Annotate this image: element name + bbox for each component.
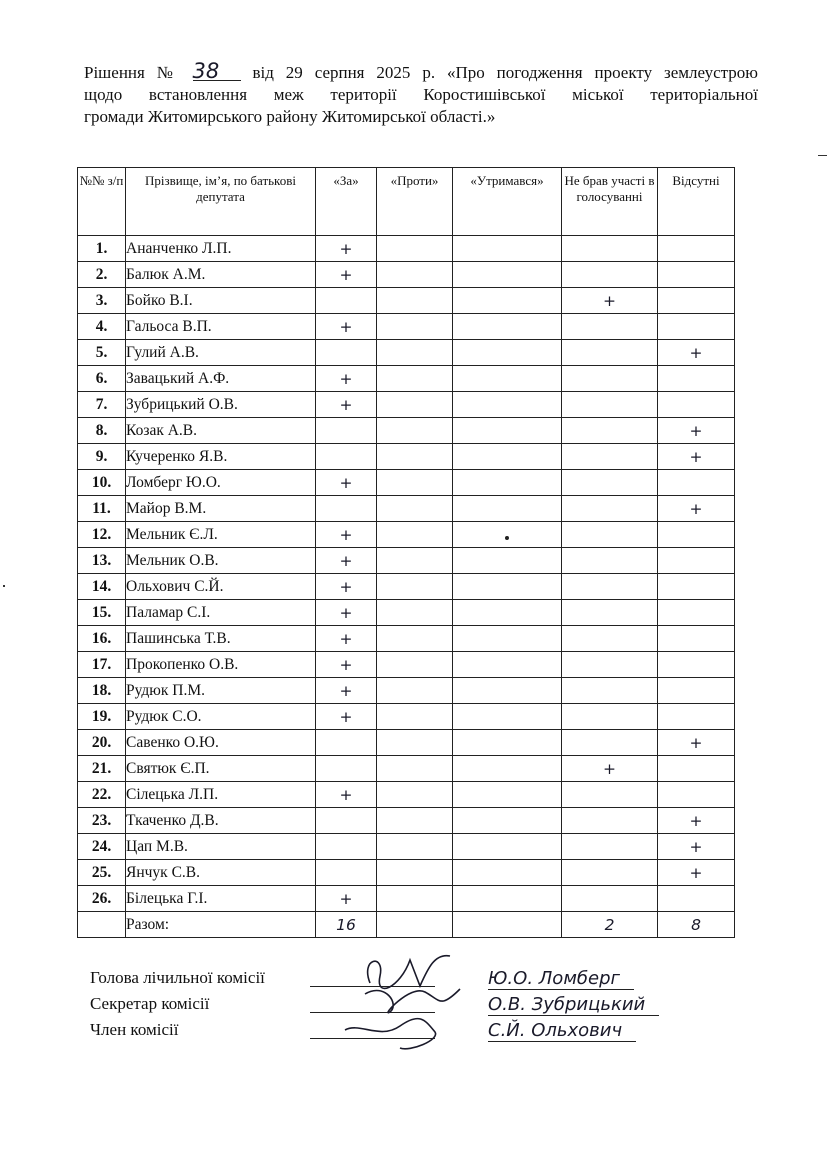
vote-abstained-cell xyxy=(453,548,562,574)
header-name: Прізвище, ім’я, по батькові депутата xyxy=(126,168,316,236)
row-number: 7. xyxy=(78,392,126,418)
vote-for-cell: + xyxy=(316,236,377,262)
table-row xyxy=(78,236,735,262)
vote-for-cell xyxy=(316,496,377,522)
vote-did-not-vote-cell xyxy=(562,314,658,340)
table-row xyxy=(78,704,735,730)
vote-did-not-vote-cell xyxy=(562,886,658,912)
voting-table xyxy=(77,167,735,938)
vote-against-cell xyxy=(377,496,453,522)
vote-against-cell xyxy=(377,366,453,392)
vote-for-cell xyxy=(316,444,377,470)
heading-date-title: від 29 серпня 2025 р. «Про погодження проекту землеустрою xyxy=(252,63,758,82)
vote-did-not-vote-cell xyxy=(562,236,658,262)
vote-absent-cell xyxy=(658,678,735,704)
vote-abstained-cell xyxy=(453,496,562,522)
deputy-name: Білецька Г.І. xyxy=(126,886,316,912)
total-for: 16 xyxy=(316,912,377,938)
vote-against-cell xyxy=(377,340,453,366)
vote-abstained-cell xyxy=(453,288,562,314)
row-number: 26. xyxy=(78,886,126,912)
vote-for-cell xyxy=(316,834,377,860)
table-row xyxy=(78,574,735,600)
vote-abstained-cell xyxy=(453,678,562,704)
vote-absent-cell xyxy=(658,262,735,288)
table-row xyxy=(78,548,735,574)
row-number: 4. xyxy=(78,314,126,340)
row-number: 16. xyxy=(78,626,126,652)
vote-for-cell: + xyxy=(316,366,377,392)
table-row xyxy=(78,366,735,392)
scan-edge-line xyxy=(818,155,827,156)
signature-scribble xyxy=(340,1000,470,1055)
table-row xyxy=(78,756,735,782)
vote-did-not-vote-cell xyxy=(562,678,658,704)
vote-absent-cell: + xyxy=(658,808,735,834)
vote-did-not-vote-cell xyxy=(562,808,658,834)
vote-did-not-vote-cell xyxy=(562,392,658,418)
row-number: 1. xyxy=(78,236,126,262)
decision-heading xyxy=(84,59,758,128)
deputy-name: Ананченко Л.П. xyxy=(126,236,316,262)
vote-abstained-cell xyxy=(453,860,562,886)
vote-against-cell xyxy=(377,470,453,496)
vote-against-cell xyxy=(377,522,453,548)
table-row xyxy=(78,314,735,340)
vote-for-cell: + xyxy=(316,470,377,496)
vote-for-cell: + xyxy=(316,574,377,600)
vote-absent-cell xyxy=(658,470,735,496)
table-row xyxy=(78,340,735,366)
row-number: 21. xyxy=(78,756,126,782)
deputy-name: Гальоса В.П. xyxy=(126,314,316,340)
vote-abstained-cell xyxy=(453,418,562,444)
vote-abstained-cell xyxy=(453,444,562,470)
vote-abstained-cell xyxy=(453,704,562,730)
vote-abstained-cell xyxy=(453,470,562,496)
vote-for-cell: + xyxy=(316,704,377,730)
header-for: «За» xyxy=(316,168,377,236)
deputy-name: Паламар С.І. xyxy=(126,600,316,626)
signature-role: Член комісії xyxy=(90,1020,179,1039)
deputy-name: Ткаченко Д.В. xyxy=(126,808,316,834)
table-row xyxy=(78,626,735,652)
row-number: 22. xyxy=(78,782,126,808)
table-row xyxy=(78,288,735,314)
vote-abstained-cell xyxy=(453,886,562,912)
heading-line-3: громади Житомирського району Житомирської області.» xyxy=(84,107,496,126)
vote-against-cell xyxy=(377,756,453,782)
vote-abstained-cell xyxy=(453,340,562,366)
vote-for-cell: + xyxy=(316,548,377,574)
vote-against-cell xyxy=(377,392,453,418)
total-against xyxy=(377,912,453,938)
vote-for-cell xyxy=(316,808,377,834)
vote-absent-cell xyxy=(658,236,735,262)
vote-did-not-vote-cell xyxy=(562,626,658,652)
signature-role: Секретар комісії xyxy=(90,994,210,1013)
table-row xyxy=(78,808,735,834)
vote-for-cell xyxy=(316,418,377,444)
vote-against-cell xyxy=(377,574,453,600)
table-row xyxy=(78,418,735,444)
deputy-name: Ломберг Ю.О. xyxy=(126,470,316,496)
vote-abstained-cell xyxy=(453,314,562,340)
row-number: 18. xyxy=(78,678,126,704)
heading-line-2: щодо встановлення меж території Коростишівської міської територіальної xyxy=(84,85,758,104)
row-number: 5. xyxy=(78,340,126,366)
vote-did-not-vote-cell xyxy=(562,782,658,808)
signature-name: О.В. Зубрицький xyxy=(488,994,659,1016)
vote-for-cell: + xyxy=(316,600,377,626)
row-number: 6. xyxy=(78,366,126,392)
vote-absent-cell xyxy=(658,886,735,912)
stray-dot xyxy=(505,536,509,540)
signature-name: Ю.О. Ломберг xyxy=(488,968,634,990)
vote-abstained-cell xyxy=(453,262,562,288)
vote-absent-cell xyxy=(658,522,735,548)
row-number: 12. xyxy=(78,522,126,548)
vote-for-cell: + xyxy=(316,522,377,548)
decision-number: 38 xyxy=(193,62,241,81)
vote-abstained-cell xyxy=(453,366,562,392)
vote-for-cell: + xyxy=(316,392,377,418)
vote-against-cell xyxy=(377,704,453,730)
vote-abstained-cell xyxy=(453,574,562,600)
row-number: 14. xyxy=(78,574,126,600)
row-number: 2. xyxy=(78,262,126,288)
total-absent: 8 xyxy=(658,912,735,938)
vote-did-not-vote-cell xyxy=(562,444,658,470)
deputy-name: Рудюк С.О. xyxy=(126,704,316,730)
vote-did-not-vote-cell xyxy=(562,418,658,444)
vote-abstained-cell xyxy=(453,522,562,548)
vote-for-cell: + xyxy=(316,262,377,288)
vote-absent-cell: + xyxy=(658,860,735,886)
vote-did-not-vote-cell xyxy=(562,548,658,574)
deputy-name: Зубрицький О.В. xyxy=(126,392,316,418)
deputy-name: Рудюк П.М. xyxy=(126,678,316,704)
vote-against-cell xyxy=(377,262,453,288)
vote-abstained-cell xyxy=(453,808,562,834)
vote-absent-cell xyxy=(658,652,735,678)
vote-absent-cell: + xyxy=(658,418,735,444)
vote-abstained-cell xyxy=(453,236,562,262)
deputy-name: Балюк А.М. xyxy=(126,262,316,288)
row-number: 25. xyxy=(78,860,126,886)
table-row xyxy=(78,392,735,418)
vote-absent-cell: + xyxy=(658,730,735,756)
deputy-name: Прокопенко О.В. xyxy=(126,652,316,678)
vote-against-cell xyxy=(377,834,453,860)
table-row xyxy=(78,886,735,912)
vote-against-cell xyxy=(377,236,453,262)
vote-did-not-vote-cell xyxy=(562,496,658,522)
vote-against-cell xyxy=(377,886,453,912)
vote-for-cell: + xyxy=(316,782,377,808)
signature-row xyxy=(90,1020,730,1046)
header-absent: Відсутні xyxy=(658,168,735,236)
heading-line-1 xyxy=(84,59,758,84)
vote-did-not-vote-cell xyxy=(562,366,658,392)
row-number: 3. xyxy=(78,288,126,314)
vote-abstained-cell xyxy=(453,782,562,808)
deputy-name: Святюк Є.П. xyxy=(126,756,316,782)
row-number: 8. xyxy=(78,418,126,444)
vote-against-cell xyxy=(377,288,453,314)
scan-speck xyxy=(3,585,5,587)
table-row xyxy=(78,782,735,808)
vote-for-cell: + xyxy=(316,652,377,678)
row-number: 9. xyxy=(78,444,126,470)
vote-absent-cell xyxy=(658,756,735,782)
table-row xyxy=(78,444,735,470)
vote-against-cell xyxy=(377,652,453,678)
deputy-name: Гулий А.В. xyxy=(126,340,316,366)
vote-for-cell: + xyxy=(316,314,377,340)
table-row xyxy=(78,652,735,678)
deputy-name: Бойко В.І. xyxy=(126,288,316,314)
vote-did-not-vote-cell: + xyxy=(562,288,658,314)
table-row xyxy=(78,262,735,288)
vote-abstained-cell xyxy=(453,600,562,626)
header-number: №№ з/п xyxy=(78,168,126,236)
vote-did-not-vote-cell xyxy=(562,340,658,366)
vote-absent-cell xyxy=(658,314,735,340)
row-number: 23. xyxy=(78,808,126,834)
signature-name: С.Й. Ольхович xyxy=(488,1020,636,1042)
vote-against-cell xyxy=(377,626,453,652)
vote-for-cell: + xyxy=(316,626,377,652)
total-did-not-vote: 2 xyxy=(562,912,658,938)
vote-against-cell xyxy=(377,808,453,834)
vote-abstained-cell xyxy=(453,392,562,418)
vote-abstained-cell xyxy=(453,730,562,756)
vote-for-cell: + xyxy=(316,886,377,912)
table-body xyxy=(78,236,735,912)
vote-against-cell xyxy=(377,678,453,704)
total-number-cell xyxy=(78,912,126,938)
row-number: 20. xyxy=(78,730,126,756)
table-row xyxy=(78,600,735,626)
signature-role: Голова лічильної комісії xyxy=(90,968,265,987)
vote-for-cell: + xyxy=(316,678,377,704)
deputy-name: Завацький А.Ф. xyxy=(126,366,316,392)
vote-did-not-vote-cell xyxy=(562,834,658,860)
vote-against-cell xyxy=(377,444,453,470)
row-number: 11. xyxy=(78,496,126,522)
deputy-name: Цап М.В. xyxy=(126,834,316,860)
vote-absent-cell xyxy=(658,574,735,600)
vote-for-cell xyxy=(316,340,377,366)
vote-absent-cell xyxy=(658,782,735,808)
vote-against-cell xyxy=(377,730,453,756)
vote-absent-cell xyxy=(658,704,735,730)
vote-did-not-vote-cell xyxy=(562,730,658,756)
vote-for-cell xyxy=(316,756,377,782)
vote-abstained-cell xyxy=(453,756,562,782)
header-against: «Проти» xyxy=(377,168,453,236)
row-number: 15. xyxy=(78,600,126,626)
table-row xyxy=(78,522,735,548)
vote-absent-cell xyxy=(658,600,735,626)
vote-absent-cell: + xyxy=(658,496,735,522)
vote-absent-cell xyxy=(658,366,735,392)
vote-absent-cell xyxy=(658,548,735,574)
row-number: 17. xyxy=(78,652,126,678)
vote-did-not-vote-cell xyxy=(562,470,658,496)
table-row xyxy=(78,470,735,496)
vote-for-cell xyxy=(316,730,377,756)
vote-against-cell xyxy=(377,860,453,886)
total-label: Разом: xyxy=(126,912,316,938)
signature-block xyxy=(90,968,730,1046)
heading-prefix: Рішення № xyxy=(84,63,181,82)
table-row xyxy=(78,834,735,860)
vote-did-not-vote-cell xyxy=(562,574,658,600)
vote-absent-cell xyxy=(658,392,735,418)
header-abstained: «Утримався» xyxy=(453,168,562,236)
row-number: 24. xyxy=(78,834,126,860)
total-row xyxy=(78,912,735,938)
vote-did-not-vote-cell xyxy=(562,262,658,288)
table-row xyxy=(78,678,735,704)
deputy-name: Савенко О.Ю. xyxy=(126,730,316,756)
vote-absent-cell: + xyxy=(658,444,735,470)
row-number: 10. xyxy=(78,470,126,496)
vote-for-cell xyxy=(316,860,377,886)
deputy-name: Янчук С.В. xyxy=(126,860,316,886)
vote-did-not-vote-cell xyxy=(562,652,658,678)
deputy-name: Ольхович С.Й. xyxy=(126,574,316,600)
vote-against-cell xyxy=(377,600,453,626)
table-row xyxy=(78,860,735,886)
deputy-name: Мельник О.В. xyxy=(126,548,316,574)
deputy-name: Кучеренко Я.В. xyxy=(126,444,316,470)
vote-absent-cell: + xyxy=(658,340,735,366)
vote-absent-cell xyxy=(658,626,735,652)
vote-did-not-vote-cell xyxy=(562,522,658,548)
vote-did-not-vote-cell xyxy=(562,600,658,626)
table-row xyxy=(78,496,735,522)
deputy-name: Сілецька Л.П. xyxy=(126,782,316,808)
deputy-name: Пашинська Т.В. xyxy=(126,626,316,652)
vote-absent-cell xyxy=(658,288,735,314)
vote-abstained-cell xyxy=(453,834,562,860)
vote-against-cell xyxy=(377,548,453,574)
vote-did-not-vote-cell: + xyxy=(562,756,658,782)
vote-against-cell xyxy=(377,782,453,808)
row-number: 19. xyxy=(78,704,126,730)
table-row xyxy=(78,730,735,756)
vote-for-cell xyxy=(316,288,377,314)
total-abstained xyxy=(453,912,562,938)
deputy-name: Козак А.В. xyxy=(126,418,316,444)
vote-absent-cell: + xyxy=(658,834,735,860)
vote-did-not-vote-cell xyxy=(562,860,658,886)
vote-abstained-cell xyxy=(453,626,562,652)
deputy-name: Мельник Є.Л. xyxy=(126,522,316,548)
table-header-row xyxy=(78,168,735,236)
header-did-not-vote: Не брав участі в голосуванні xyxy=(562,168,658,236)
vote-against-cell xyxy=(377,314,453,340)
vote-did-not-vote-cell xyxy=(562,704,658,730)
deputy-name: Майор В.М. xyxy=(126,496,316,522)
vote-against-cell xyxy=(377,418,453,444)
vote-abstained-cell xyxy=(453,652,562,678)
row-number: 13. xyxy=(78,548,126,574)
